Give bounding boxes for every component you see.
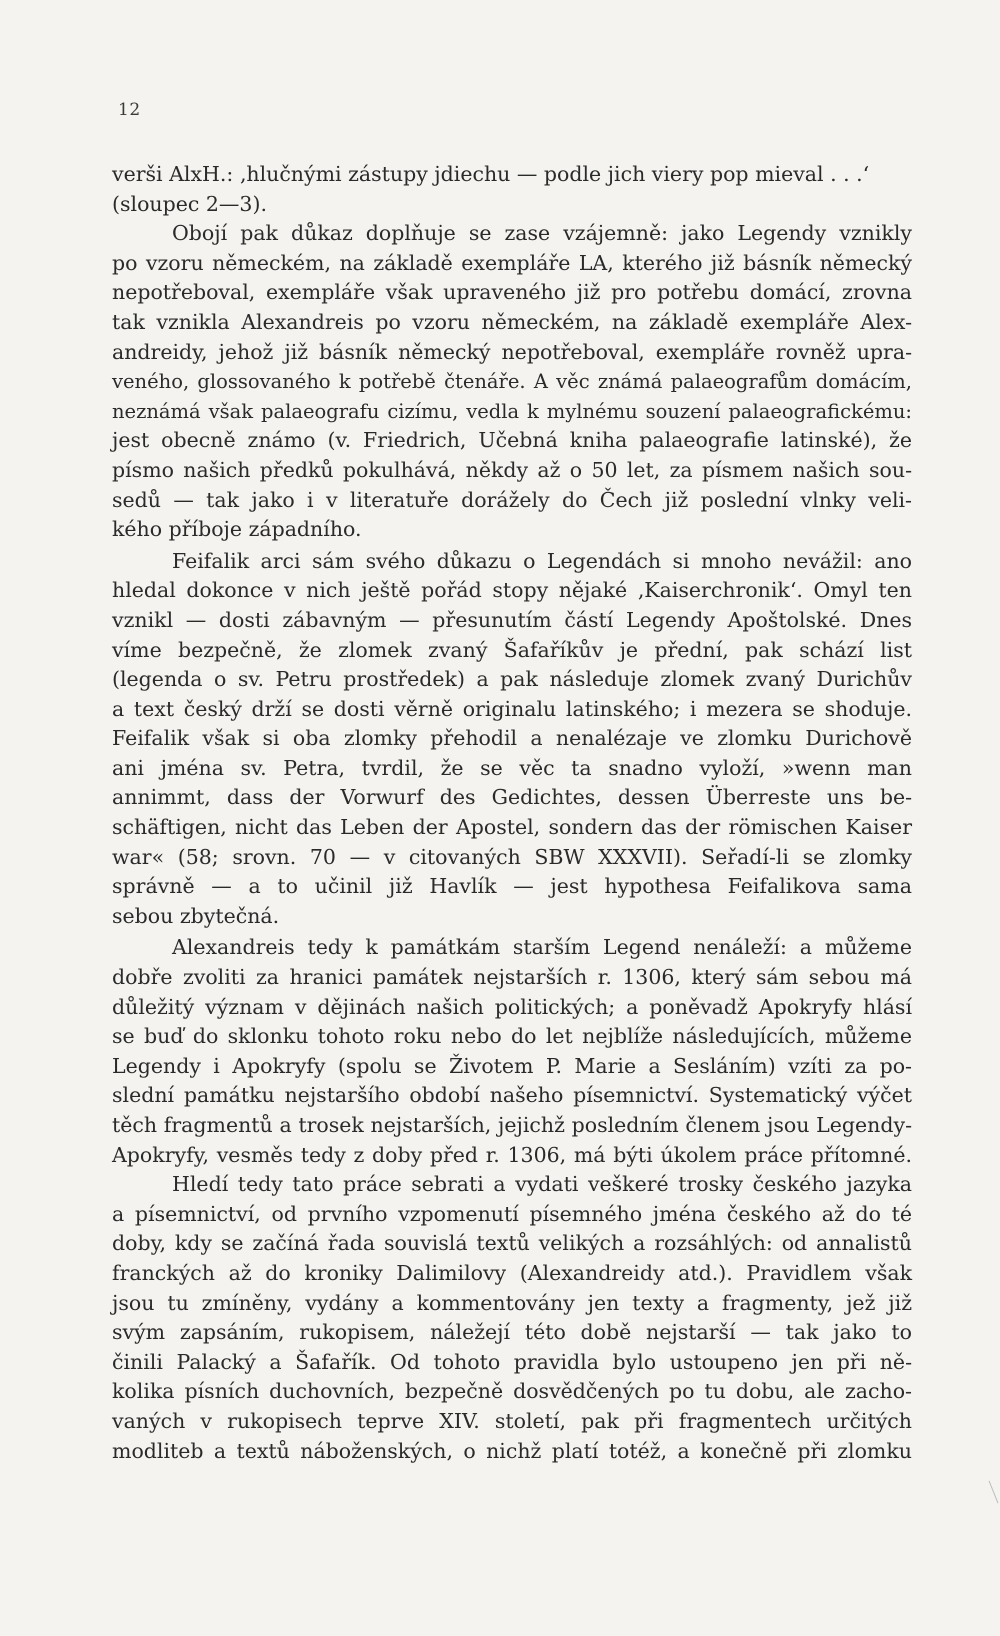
text-line: sebou zbytečná. xyxy=(112,903,280,928)
text-line: andreidy, jehož již básník německý nepotřeboval, exempláře rovněž upra- xyxy=(112,339,912,364)
text-line: dobře zvoliti za hranici památek nejstarších r. 1306, který sám sebou má xyxy=(112,965,912,990)
text-line: Alexandreis tedy k památkám starším Legend nenáleží: a můžeme xyxy=(172,935,912,960)
text-line: kého příboje západního. xyxy=(112,517,362,542)
text-line: vaných v rukopisech teprve XIV. století, pak při fragmentech určitých xyxy=(112,1408,912,1433)
text-line: modliteb a textů náboženských, o nichž platí totéž, a konečně při zlomku xyxy=(112,1438,912,1463)
text-line: Feifalik arci sám svého důkazu o Legendách si mnoho nevážil: ano xyxy=(172,548,912,573)
scan-artifact-mark xyxy=(989,1481,999,1504)
text-line: (sloupec 2—3). xyxy=(112,191,267,216)
text-line: hledal dokonce v nich ještě pořád stopy nějaké ‚Kaiserchronik‘. Omyl ten xyxy=(112,578,912,603)
text-line: po vzoru německém, na základě exempláře LA, kterého již básník německý xyxy=(112,250,912,275)
text-line: vznikl — dosti zábavným — přesunutím částí Legendy Apoštolské. Dnes xyxy=(112,607,912,632)
text-line: doby, kdy se začíná řada souvislá textů velikých a rozsáhlých: od annalistů xyxy=(112,1231,912,1256)
body-text xyxy=(112,160,912,1466)
text-line: činili Palacký a Šafařík. Od tohoto pravidla bylo ustoupeno jen při ně- xyxy=(112,1349,912,1374)
text-line: jsou tu zmíněny, vydány a kommentovány jen texty a fragmenty, jež již xyxy=(112,1290,912,1315)
text-line: verši AlxH.: ‚hlučnými zástupy jdiechu — podle jich viery pop mieval . . .‘ xyxy=(112,162,870,186)
text-line: nepotřeboval, exempláře však upraveného již pro potřebu domácí, zrovna xyxy=(112,280,912,305)
text-line: schäftigen, nicht das Leben der Apostel, sondern das der römischen Kaiser xyxy=(112,815,912,840)
text-line: tak vznikla Alexandreis po vzoru německém, na základě exempláře Alex- xyxy=(112,309,912,334)
text-line: veného, glossovaného k potřebě čtenáře. A věc známá palaeografům domácím, xyxy=(112,370,912,394)
text-line: kolika písních duchovních, bezpečně dosvědčených po tu dobu, ale zacho- xyxy=(112,1379,912,1404)
text-line: svým zapsáním, rukopisem, náležejí této době nejstarší — tak jako to xyxy=(112,1320,912,1345)
text-line: důležitý význam v dějinách našich politických; a poněvadž Apokryfy hlásí xyxy=(112,994,912,1019)
text-line: správně — a to učinil již Havlík — jest hypothesa Feifalikova sama xyxy=(112,874,912,899)
text-line: víme bezpečně, že zlomek zvaný Šafaříkův je přední, pak schází list xyxy=(112,637,912,662)
text-line: slední památku nejstaršího období našeho písemnictví. Systematický výčet xyxy=(112,1083,912,1108)
text-line: Obojí pak důkaz doplňuje se zase vzájemně: jako Legendy vznikly xyxy=(172,221,912,246)
text-line: (legenda o sv. Petru prostředek) a pak následuje zlomek zvaný Durichův xyxy=(112,667,912,692)
text-line: Hledí tedy tato práce sebrati a vydati veškeré trosky českého jazyka xyxy=(172,1172,912,1197)
text-line: se buď do sklonku tohoto roku nebo do let nejblíže následujících, můžeme xyxy=(112,1024,912,1049)
text-line: war« (58; srovn. 70 — v citovaných SBW XXXVII). Seřadí-li se zlomky xyxy=(112,844,912,869)
page-number: 12 xyxy=(118,100,141,120)
text-line: franckých až do kroniky Dalimilovy (Alexandreidy atd.). Pravidlem však xyxy=(112,1260,912,1285)
text-line: a písemnictví, od prvního vzpomenutí písemného jména českého až do té xyxy=(112,1201,912,1226)
text-line: a text český drží se dosti věrně originalu latinského; i mezera se shoduje. xyxy=(112,696,912,721)
text-line: Apokryfy, vesměs tedy z doby před r. 1306, má býti úkolem práce přítomné. xyxy=(112,1142,912,1167)
text-line: těch fragmentů a trosek nejstarších, jejichž posledním členem jsou Legendy- xyxy=(112,1113,912,1137)
text-line: Legendy i Apokryfy (spolu se Životem P. Marie a Sesláním) vzíti za po- xyxy=(112,1053,912,1078)
text-line: sedů — tak jako i v literatuře dorážely do Čech již poslední vlnky veli- xyxy=(112,487,912,512)
text-line: neznámá však palaeografu cizímu, vedla k mylnému souzení palaeografickému: xyxy=(112,399,912,423)
text-line: Feifalik však si oba zlomky přehodil a nenalézaje ve zlomku Durichově xyxy=(112,726,912,751)
text-line: písmo našich předků pokulhává, někdy až o 50 let, za písmem našich sou- xyxy=(112,457,912,482)
text-line: ani jména sv. Petra, tvrdil, že se věc ta snadno vyloží, »wenn man xyxy=(112,755,912,780)
text-line: jest obecně známo (v. Friedrich, Učebná kniha palaeografie latinské), že xyxy=(112,428,912,453)
text-line: annimmt, dass der Vorwurf des Gedichtes, dessen Überreste uns be- xyxy=(112,785,912,810)
